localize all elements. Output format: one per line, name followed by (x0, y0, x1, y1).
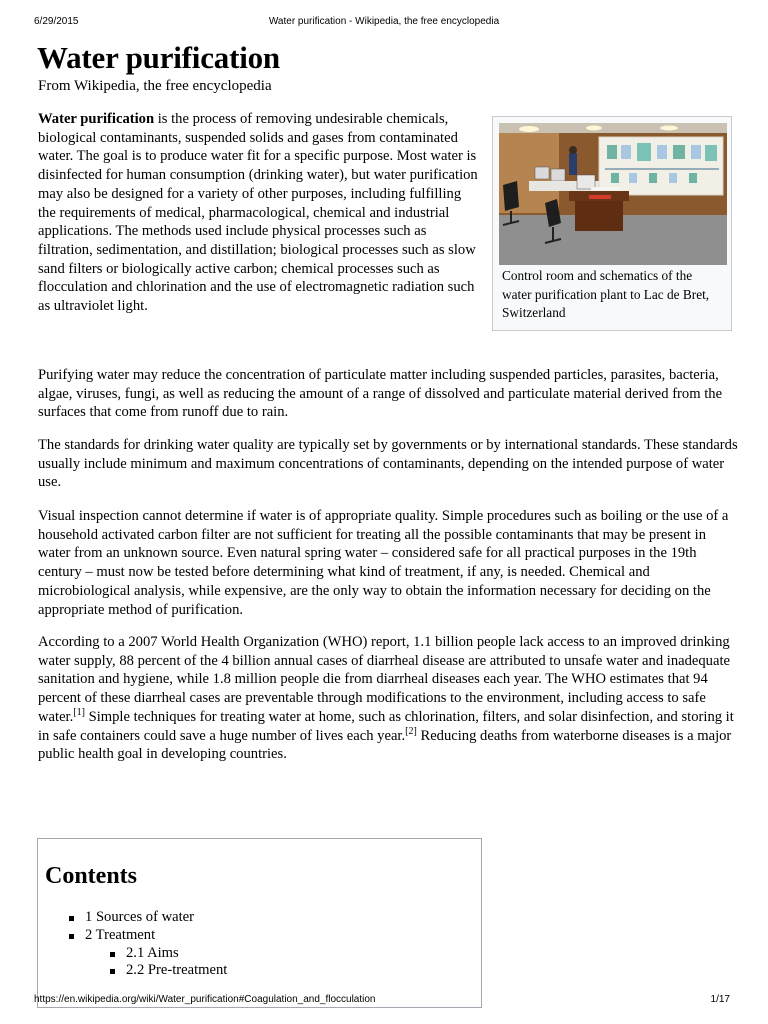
paragraph-4-text-b: Simple techniques for treating water at home, such as chlorination, filters, and solar disinfection, and storing it in safe containers could save a huge number of lives each year. (38, 708, 734, 744)
print-date: 6/29/2015 (34, 16, 79, 27)
table-of-contents (37, 838, 482, 1008)
toc-item-aims[interactable] (38, 945, 481, 963)
figure-thumbnail (492, 116, 732, 331)
toc-item-label: 1 Sources of water (85, 909, 195, 925)
print-footer (34, 994, 730, 1008)
toc-item-label: 2.2 Pre-treatment (126, 962, 228, 979)
figure-caption: Control room and schematics of the water purification plant to Lac de Bret, Switzerland (502, 268, 710, 320)
print-header (34, 16, 730, 30)
paragraph-4-text-c: Reducing deaths from waterborne diseases is a major public health goal in developing countries. (38, 727, 732, 763)
control-room-photo[interactable] (499, 123, 727, 265)
toc-item-label: 2.1 Aims (126, 944, 179, 961)
bullet-icon (69, 934, 74, 939)
page-title: Water purification (37, 40, 280, 75)
paragraph-2: The standards for drinking water quality are typically set by governments or by international standards. These standards usually include minimum and maximum concentrations of contaminants, depending on the intended purpose of water use. (38, 437, 738, 491)
paragraph-1: Purifying water may reduce the concentration of particulate matter including suspended particles, parasites, bacteria, algae, viruses, fungi, as well as reducing the amount of a range of dissolved and particulate material derived from the surfaces that come from runoff due to rain. (38, 367, 723, 421)
bullet-icon (110, 952, 115, 957)
print-url: https://en.wikipedia.org/wiki/Water_purification#Coagulation_and_flocculation (34, 994, 376, 1005)
bullet-icon (110, 969, 115, 974)
paragraph-3: Visual inspection cannot determine if water is of appropriate quality. Simple procedures such as boiling or the use of a household activated carbon filter are not sufficient for treating all the possible contaminants that may be present in water from an unknown source. Even natural spring water – considered safe for all practical purposes in the 19th century – must now be tested before determining what kind of treatment, if any, is needed. Chemical and microbiological analysis, while expensive, are the only way to obtain the information necessary for deciding on the appropriate method of purification. (38, 508, 729, 618)
paragraph-4 (38, 633, 738, 764)
toc-item-treatment[interactable] (38, 927, 481, 945)
toc-item-pre-treatment[interactable] (38, 962, 481, 980)
reference-link-1[interactable]: [1] (73, 706, 85, 718)
reference-link-2[interactable]: [2] (405, 725, 417, 737)
lead-term: Water purification (38, 111, 155, 127)
site-tagline: From Wikipedia, the free encyclopedia (38, 78, 272, 94)
lead-text: is the process of removing undesirable chemicals, biological contaminants, suspended solids and gases from contaminated water. The goal is to produce water fit for a specific purpose. Most water is disinfected for human consumption (drinking water), but water purification may also be designed for a variety of other purposes, including fulfilling the requirements of medical, pharmacological, chemical and industrial applications. The methods used include physical processes such as filtration, sedimentation, and distillation; biological processes such as slow sand filters or biologically active carbon; chemical processes such as flocculation and chlorination and the use of electromagnetic radiation such as ultraviolet light. (38, 111, 478, 315)
print-page-title: Water purification - Wikipedia, the free encyclopedia (268, 16, 500, 27)
paragraph-4-text-a: According to a 2007 World Health Organization (WHO) report, 1.1 billion people lack access to an improved drinking water supply, 88 percent of the 4 billion annual cases of diarrheal disease are attributed to unsafe water and inadequate sanitation and hygiene, while 1.8 million people die from diarrheal diseases each year. The WHO estimates that 94 percent of these diarrheal cases are preventable through modifications to the environment, including access to safe water. (38, 634, 730, 725)
toc-list (38, 909, 481, 980)
control-room-image (499, 123, 727, 265)
page-number: 1/17 (710, 994, 730, 1005)
lead-paragraph (38, 110, 478, 316)
toc-title: Contents (45, 863, 138, 889)
bullet-icon (69, 916, 74, 921)
toc-item-sources-of-water[interactable] (38, 909, 481, 927)
toc-item-label: 2 Treatment (85, 926, 156, 943)
